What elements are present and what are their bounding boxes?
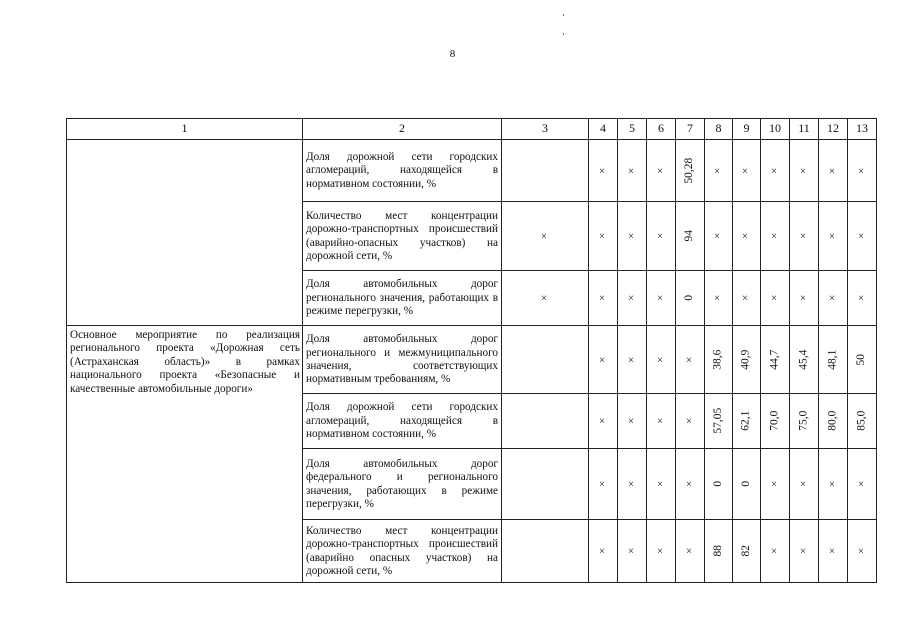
value-text: 0	[739, 481, 752, 487]
not-applicable-mark: ×	[596, 480, 609, 488]
value-cell	[761, 140, 790, 202]
table-row	[67, 326, 877, 394]
not-applicable-mark: ×	[797, 547, 810, 555]
value-cell	[676, 520, 705, 583]
value-text: 40,9	[739, 349, 752, 370]
value-cell	[589, 326, 618, 394]
value-cell	[819, 394, 848, 449]
not-applicable-mark: ×	[739, 167, 752, 174]
not-applicable-mark: ×	[855, 547, 868, 555]
value-cell	[589, 394, 618, 449]
value-cell	[618, 520, 647, 583]
not-applicable-mark: ×	[855, 480, 868, 488]
value-cell	[589, 520, 618, 583]
value-cell	[733, 202, 761, 271]
value-cell	[676, 449, 705, 520]
value-text: 57,05	[711, 408, 724, 434]
indicator-cell: Доля автомобильных дорог регионального значения, работающих в режиме перегрузки, %	[303, 271, 502, 326]
value-text: 48,1	[826, 349, 839, 370]
value-cell	[705, 520, 733, 583]
value-cell	[733, 520, 761, 583]
value-cell	[618, 449, 647, 520]
indicator-cell: Количество мест концентрации дорожно-транспортных происшествий (аварийно опасных участков) на дорожной сети, %	[303, 520, 502, 583]
value-cell	[761, 449, 790, 520]
value-cell	[705, 326, 733, 394]
value-cell	[790, 271, 819, 326]
value-cell	[705, 449, 733, 520]
value-cell	[502, 140, 589, 202]
not-applicable-mark: ×	[538, 294, 551, 302]
column-header: 3	[502, 119, 589, 140]
not-applicable-mark: ×	[625, 547, 638, 555]
value-cell	[733, 449, 761, 520]
value-cell	[618, 140, 647, 202]
value-cell	[790, 140, 819, 202]
value-text: 45,4	[797, 349, 810, 370]
column-header: 2	[303, 119, 502, 140]
column-header: 1	[67, 119, 303, 140]
value-text: 82	[739, 545, 752, 557]
not-applicable-mark: ×	[826, 232, 839, 240]
value-cell	[819, 326, 848, 394]
value-cell	[502, 394, 589, 449]
not-applicable-mark: ×	[625, 232, 638, 240]
scan-speck	[563, 14, 564, 16]
value-cell	[790, 202, 819, 271]
not-applicable-mark: ×	[711, 294, 724, 302]
column-header: 9	[733, 119, 761, 140]
value-text: 70,0	[768, 410, 781, 432]
value-cell	[790, 326, 819, 394]
value-text: 85,0	[855, 410, 868, 432]
measure-cell: Основное мероприятие по реализация регионального проекта «Дорожная сеть (Астраханская область)» в рамках национального проекта «Безопасные и качественные автомобильные дороги»	[67, 326, 303, 583]
value-cell	[848, 394, 877, 449]
value-cell	[647, 140, 676, 202]
not-applicable-mark: ×	[625, 167, 638, 174]
column-header: 8	[705, 119, 733, 140]
value-cell	[647, 449, 676, 520]
value-cell	[705, 202, 733, 271]
column-header: 5	[618, 119, 647, 140]
not-applicable-mark: ×	[683, 547, 696, 555]
value-cell	[502, 271, 589, 326]
value-text: 50	[855, 353, 868, 366]
not-applicable-mark: ×	[711, 232, 724, 240]
not-applicable-mark: ×	[596, 167, 609, 174]
value-cell	[502, 520, 589, 583]
value-text: 88	[711, 545, 724, 557]
not-applicable-mark: ×	[797, 480, 810, 488]
page-number: 8	[449, 48, 456, 60]
value-cell	[819, 140, 848, 202]
value-cell	[647, 394, 676, 449]
not-applicable-mark: ×	[797, 294, 810, 302]
value-cell	[848, 271, 877, 326]
value-cell	[647, 520, 676, 583]
value-cell	[618, 202, 647, 271]
not-applicable-mark: ×	[596, 547, 609, 555]
value-text: 94	[683, 230, 696, 242]
value-cell	[790, 394, 819, 449]
value-cell	[705, 271, 733, 326]
not-applicable-mark: ×	[654, 480, 667, 488]
value-cell	[819, 202, 848, 271]
value-cell	[676, 271, 705, 326]
value-text: 0	[711, 481, 724, 487]
scan-speck	[563, 33, 564, 35]
value-cell	[790, 520, 819, 583]
indicator-cell: Количество мест концентрации дорожно-транспортных происшествий (аварийно-опасных участков) на дорожной сети, %	[303, 202, 502, 271]
value-cell	[761, 326, 790, 394]
value-cell	[819, 449, 848, 520]
value-cell	[502, 326, 589, 394]
value-cell	[618, 271, 647, 326]
table-row	[67, 140, 877, 202]
not-applicable-mark: ×	[711, 167, 724, 174]
value-cell	[733, 271, 761, 326]
not-applicable-mark: ×	[768, 232, 781, 240]
value-cell	[733, 140, 761, 202]
value-cell	[761, 202, 790, 271]
not-applicable-mark: ×	[855, 294, 868, 302]
column-header: 11	[790, 119, 819, 140]
not-applicable-mark: ×	[855, 232, 868, 240]
value-cell	[647, 271, 676, 326]
not-applicable-mark: ×	[654, 294, 667, 302]
value-text: 50,28	[683, 157, 696, 184]
not-applicable-mark: ×	[596, 356, 609, 363]
value-cell	[676, 394, 705, 449]
not-applicable-mark: ×	[826, 547, 839, 555]
value-cell	[848, 140, 877, 202]
value-text: 44,7	[768, 349, 781, 370]
indicator-cell: Доля автомобильных дорог федерального и регионального значения, работающих в режиме перегрузки, %	[303, 449, 502, 520]
value-cell	[502, 449, 589, 520]
value-cell	[848, 202, 877, 271]
value-cell	[647, 202, 676, 271]
value-cell	[733, 394, 761, 449]
value-text: 75,0	[797, 410, 810, 432]
value-cell	[589, 449, 618, 520]
not-applicable-mark: ×	[625, 480, 638, 488]
not-applicable-mark: ×	[768, 480, 781, 488]
column-header: 4	[589, 119, 618, 140]
not-applicable-mark: ×	[596, 294, 609, 302]
value-text: 0	[683, 295, 696, 301]
value-cell	[676, 202, 705, 271]
value-cell	[819, 271, 848, 326]
column-header: 6	[647, 119, 676, 140]
not-applicable-mark: ×	[797, 167, 810, 174]
value-cell	[676, 326, 705, 394]
not-applicable-mark: ×	[596, 417, 609, 425]
not-applicable-mark: ×	[596, 232, 609, 240]
not-applicable-mark: ×	[855, 167, 868, 174]
not-applicable-mark: ×	[654, 547, 667, 555]
indicator-cell: Доля дорожной сети городских агломераций, находящейся в нормативном состоянии, %	[303, 394, 502, 449]
value-text: 62,1	[739, 410, 752, 432]
measure-cell	[67, 140, 303, 326]
indicator-cell: Доля автомобильных дорог регионального и межмуниципального значения, соответствующих нормативным требованиям, %	[303, 326, 502, 394]
value-cell	[676, 140, 705, 202]
not-applicable-mark: ×	[625, 356, 638, 363]
indicator-cell: Доля дорожной сети городских агломераций, находящейся в нормативном состоянии, %	[303, 140, 502, 202]
column-header: 10	[761, 119, 790, 140]
not-applicable-mark: ×	[625, 417, 638, 425]
value-cell	[848, 326, 877, 394]
not-applicable-mark: ×	[654, 417, 667, 425]
value-cell	[618, 326, 647, 394]
value-text: 38,6	[711, 349, 724, 370]
value-cell	[848, 520, 877, 583]
column-header: 7	[676, 119, 705, 140]
not-applicable-mark: ×	[625, 294, 638, 302]
not-applicable-mark: ×	[768, 167, 781, 174]
indicators-table	[66, 118, 877, 583]
value-cell	[761, 394, 790, 449]
not-applicable-mark: ×	[797, 232, 810, 240]
value-cell	[848, 449, 877, 520]
not-applicable-mark: ×	[683, 417, 696, 425]
value-cell	[647, 326, 676, 394]
not-applicable-mark: ×	[538, 232, 551, 240]
value-cell	[819, 520, 848, 583]
value-cell	[502, 202, 589, 271]
value-cell	[733, 326, 761, 394]
not-applicable-mark: ×	[768, 547, 781, 555]
not-applicable-mark: ×	[654, 232, 667, 240]
column-header: 13	[848, 119, 877, 140]
value-cell	[618, 394, 647, 449]
value-cell	[589, 271, 618, 326]
not-applicable-mark: ×	[683, 356, 696, 363]
value-cell	[705, 394, 733, 449]
not-applicable-mark: ×	[768, 294, 781, 302]
column-header: 12	[819, 119, 848, 140]
not-applicable-mark: ×	[739, 232, 752, 240]
value-cell	[589, 202, 618, 271]
value-cell	[761, 271, 790, 326]
not-applicable-mark: ×	[826, 294, 839, 302]
not-applicable-mark: ×	[826, 167, 839, 174]
not-applicable-mark: ×	[654, 167, 667, 174]
value-cell	[705, 140, 733, 202]
not-applicable-mark: ×	[826, 480, 839, 488]
value-cell	[790, 449, 819, 520]
value-cell	[761, 520, 790, 583]
table-header-row	[67, 119, 877, 140]
not-applicable-mark: ×	[683, 480, 696, 488]
value-text: 80,0	[826, 410, 839, 432]
not-applicable-mark: ×	[739, 294, 752, 302]
not-applicable-mark: ×	[654, 356, 667, 363]
value-cell	[589, 140, 618, 202]
